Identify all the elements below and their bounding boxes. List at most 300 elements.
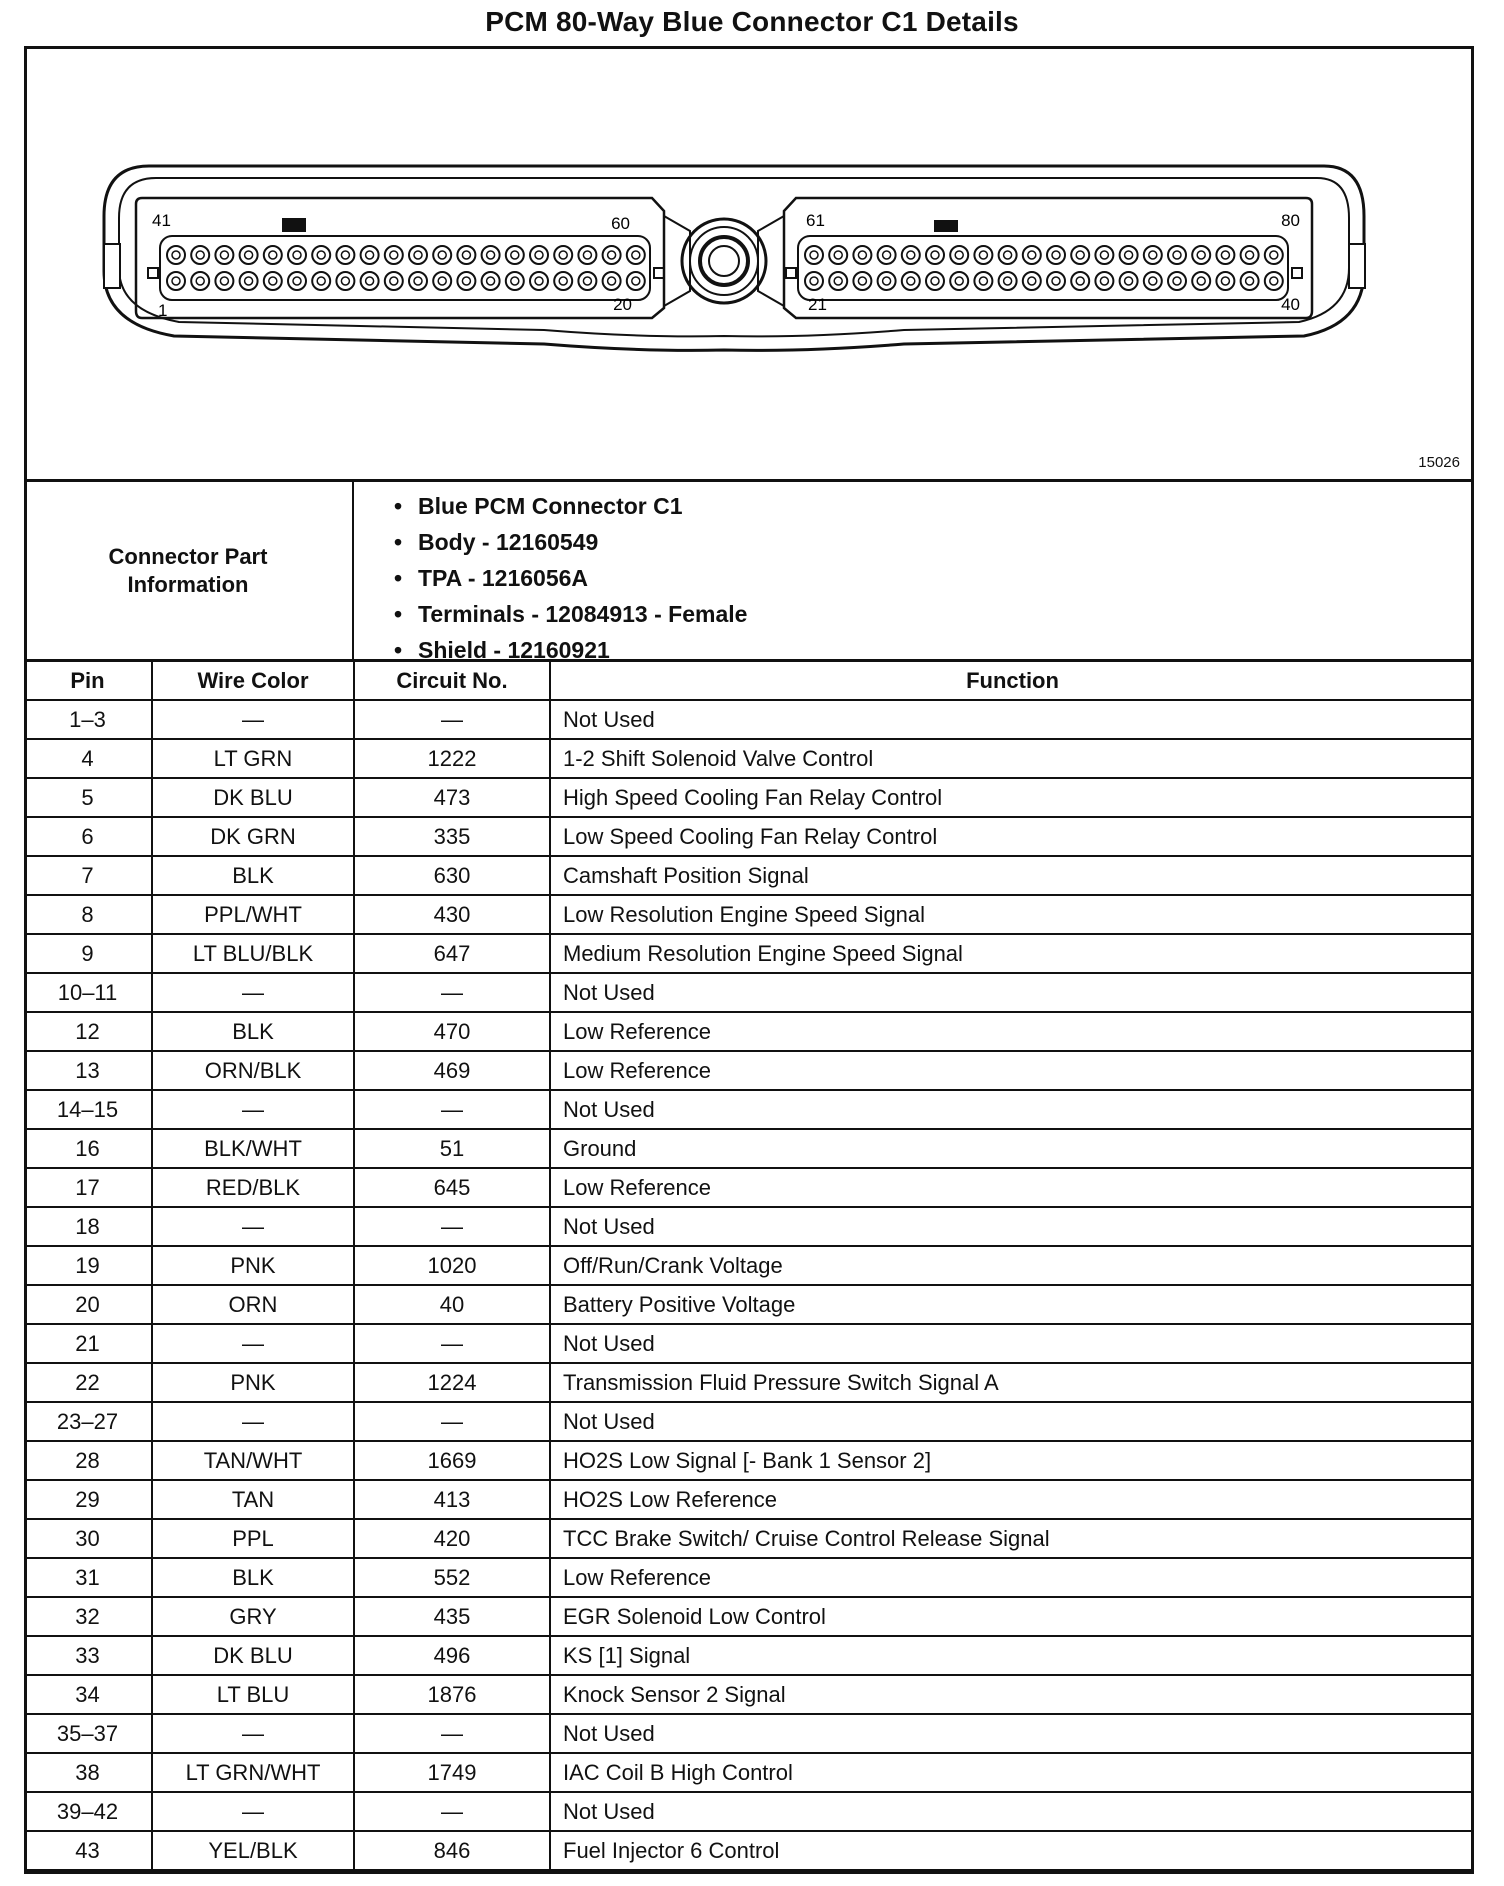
pin-cavity xyxy=(167,272,185,290)
cell-function: Not Used xyxy=(550,1792,1474,1831)
cell-circuit-no: 470 xyxy=(354,1012,550,1051)
cell-pin: 8 xyxy=(24,895,152,934)
pin-cavity xyxy=(1071,272,1089,290)
pin-cavity-inner xyxy=(1270,251,1278,259)
pin-cavity-inner xyxy=(1052,251,1060,259)
cell-pin: 4 xyxy=(24,739,152,778)
cell-pin: 43 xyxy=(24,1831,152,1870)
table-row xyxy=(24,1363,1474,1402)
pin-cavity xyxy=(853,246,871,264)
pin-cavity-inner xyxy=(196,277,204,285)
pin-cavity-inner xyxy=(1173,277,1181,285)
pin-cavity xyxy=(1023,246,1041,264)
pin-cavity xyxy=(926,272,944,290)
pin-cavity-inner xyxy=(172,277,180,285)
header-pin: Pin xyxy=(24,662,152,700)
cell-pin: 17 xyxy=(24,1168,152,1207)
pin-cavity-inner xyxy=(559,251,567,259)
pin-table xyxy=(24,662,1474,1871)
info-item: • Body - 12160549 xyxy=(394,529,599,555)
pin-cavity-inner xyxy=(1197,277,1205,285)
cell-circuit-no: — xyxy=(354,1402,550,1441)
cell-circuit-no: 413 xyxy=(354,1480,550,1519)
cell-wire-color: DK BLU xyxy=(152,778,354,817)
cell-wire-color: BLK xyxy=(152,1558,354,1597)
cell-function: HO2S Low Reference xyxy=(550,1480,1474,1519)
cell-function: Battery Positive Voltage xyxy=(550,1285,1474,1324)
cell-wire-color: BLK xyxy=(152,1012,354,1051)
pin-cavity-inner xyxy=(390,251,398,259)
cell-circuit-no: 552 xyxy=(354,1558,550,1597)
cell-function: Not Used xyxy=(550,1207,1474,1246)
cell-wire-color: — xyxy=(152,1324,354,1363)
connector-info-label: Connector Part Information xyxy=(24,482,354,659)
table-row xyxy=(24,1051,1474,1090)
pin-cavity-inner xyxy=(810,277,818,285)
pin-cavity xyxy=(1168,246,1186,264)
cell-wire-color: — xyxy=(152,1207,354,1246)
pin-cavity-inner xyxy=(979,251,987,259)
cell-circuit-no: 496 xyxy=(354,1636,550,1675)
pin-cavity-inner xyxy=(632,277,640,285)
cell-function: Not Used xyxy=(550,1714,1474,1753)
pin-cavity-inner xyxy=(438,251,446,259)
cell-pin: 21 xyxy=(24,1324,152,1363)
table-row xyxy=(24,1090,1474,1129)
cell-circuit-no: — xyxy=(354,1324,550,1363)
cell-wire-color: LT BLU xyxy=(152,1675,354,1714)
connector-drawing xyxy=(24,46,1474,482)
table-row xyxy=(24,1597,1474,1636)
pin-cavity-inner xyxy=(245,251,253,259)
figure-number: 15026 xyxy=(1418,454,1460,471)
pin-cavity xyxy=(603,272,621,290)
pin-cavity xyxy=(1047,246,1065,264)
pin-cavity-inner xyxy=(1149,251,1157,259)
cell-circuit-no: — xyxy=(354,973,550,1012)
table-row xyxy=(24,1714,1474,1753)
pin-cavity-inner xyxy=(1221,251,1229,259)
table-row xyxy=(24,1246,1474,1285)
cell-function: Not Used xyxy=(550,700,1474,739)
cell-pin: 39–42 xyxy=(24,1792,152,1831)
pin-cavity-inner xyxy=(810,251,818,259)
pin-cavity-inner xyxy=(955,251,963,259)
table-row xyxy=(24,817,1474,856)
pin-cavity xyxy=(1168,272,1186,290)
pin-label-60: 60 xyxy=(611,214,630,233)
cell-function: Camshaft Position Signal xyxy=(550,856,1474,895)
pin-cavity-inner xyxy=(462,277,470,285)
pin-cavity xyxy=(950,272,968,290)
table-row xyxy=(24,1753,1474,1792)
pin-cavity-inner xyxy=(834,251,842,259)
pin-cavity-inner xyxy=(1100,251,1108,259)
pin-cavity-inner xyxy=(883,277,891,285)
cell-function: 1-2 Shift Solenoid Valve Control xyxy=(550,739,1474,778)
page-title: PCM 80-Way Blue Connector C1 Details xyxy=(485,6,1019,37)
pin-cavity xyxy=(1120,272,1138,290)
pin-cavity-inner xyxy=(834,277,842,285)
pin-cavity-inner xyxy=(979,277,987,285)
cell-function: Low Reference xyxy=(550,1051,1474,1090)
pin-cavity xyxy=(506,272,524,290)
pin-label-21: 21 xyxy=(808,295,827,314)
table-row xyxy=(24,1441,1474,1480)
pin-cavity xyxy=(829,246,847,264)
pin-cavity-inner xyxy=(317,277,325,285)
pin-cavity xyxy=(1265,246,1283,264)
cell-pin: 18 xyxy=(24,1207,152,1246)
pin-cavity-inner xyxy=(511,251,519,259)
pin-cavity xyxy=(974,272,992,290)
cell-pin: 32 xyxy=(24,1597,152,1636)
pin-cavity xyxy=(240,272,258,290)
cell-circuit-no: 645 xyxy=(354,1168,550,1207)
pin-cavity xyxy=(950,246,968,264)
pin-cavity xyxy=(926,246,944,264)
pin-cavity xyxy=(999,272,1017,290)
header-circuit-no: Circuit No. xyxy=(354,662,550,700)
pin-cavity xyxy=(878,246,896,264)
cell-pin: 22 xyxy=(24,1363,152,1402)
connector-part-info xyxy=(24,482,1474,662)
pin-cavity-inner xyxy=(1100,277,1108,285)
table-row xyxy=(24,1558,1474,1597)
cell-pin: 29 xyxy=(24,1480,152,1519)
info-item: • Blue PCM Connector C1 xyxy=(394,493,683,519)
pin-cavity xyxy=(578,272,596,290)
pin-cavity-inner xyxy=(1197,251,1205,259)
pin-cavity-inner xyxy=(1028,251,1036,259)
cell-pin: 23–27 xyxy=(24,1402,152,1441)
cell-wire-color: RED/BLK xyxy=(152,1168,354,1207)
cell-function: Low Reference xyxy=(550,1168,1474,1207)
pin-cavity-inner xyxy=(583,277,591,285)
table-row xyxy=(24,1636,1474,1675)
pin-cavity-inner xyxy=(907,251,915,259)
pin-cavity xyxy=(312,246,330,264)
pin-label-41: 41 xyxy=(152,211,171,230)
cell-wire-color: ORN xyxy=(152,1285,354,1324)
pin-cavity xyxy=(554,246,572,264)
pin-label-40: 40 xyxy=(1281,295,1300,314)
cell-circuit-no: 430 xyxy=(354,895,550,934)
pin-cavity xyxy=(627,272,645,290)
pin-cavity xyxy=(457,272,475,290)
cell-wire-color: BLK/WHT xyxy=(152,1129,354,1168)
pin-cavity xyxy=(1144,272,1162,290)
pin-cavity xyxy=(1216,246,1234,264)
cell-function: Knock Sensor 2 Signal xyxy=(550,1675,1474,1714)
pin-cavity xyxy=(312,272,330,290)
cell-circuit-no: — xyxy=(354,1207,550,1246)
cell-circuit-no: 630 xyxy=(354,856,550,895)
pin-cavity-inner xyxy=(632,251,640,259)
cell-circuit-no: 420 xyxy=(354,1519,550,1558)
pin-cavity-inner xyxy=(1052,277,1060,285)
pin-cavity-inner xyxy=(487,251,495,259)
pin-cavity-inner xyxy=(1004,277,1012,285)
cell-wire-color: ORN/BLK xyxy=(152,1051,354,1090)
pin-cavity xyxy=(361,246,379,264)
info-item: • TPA - 1216056A xyxy=(394,565,589,591)
pin-cavity-inner xyxy=(1028,277,1036,285)
pin-cavity xyxy=(530,246,548,264)
cell-wire-color: TAN xyxy=(152,1480,354,1519)
cell-function: IAC Coil B High Control xyxy=(550,1753,1474,1792)
table-row xyxy=(24,778,1474,817)
pin-cavity xyxy=(433,246,451,264)
cell-wire-color: — xyxy=(152,1090,354,1129)
cell-function: Low Resolution Engine Speed Signal xyxy=(550,895,1474,934)
cell-wire-color: LT BLU/BLK xyxy=(152,934,354,973)
table-row xyxy=(24,895,1474,934)
table-row xyxy=(24,1519,1474,1558)
cell-wire-color: PPL xyxy=(152,1519,354,1558)
pin-table-body xyxy=(24,700,1474,1870)
pin-cavity xyxy=(1265,272,1283,290)
cell-pin: 34 xyxy=(24,1675,152,1714)
cell-pin: 20 xyxy=(24,1285,152,1324)
pin-cavity-inner xyxy=(883,251,891,259)
pin-cavity-inner xyxy=(858,251,866,259)
cell-circuit-no: 1669 xyxy=(354,1441,550,1480)
pin-cavity-inner xyxy=(1125,277,1133,285)
pin-cavity-inner xyxy=(1076,251,1084,259)
pin-cavity xyxy=(902,272,920,290)
cell-function: KS [1] Signal xyxy=(550,1636,1474,1675)
pin-cavity-inner xyxy=(1173,251,1181,259)
pin-cavity xyxy=(1241,272,1259,290)
pin-label-61: 61 xyxy=(806,211,825,230)
pin-cavity xyxy=(1095,272,1113,290)
table-row xyxy=(24,856,1474,895)
cell-circuit-no: 435 xyxy=(354,1597,550,1636)
cell-circuit-no: — xyxy=(354,1792,550,1831)
cell-wire-color: TAN/WHT xyxy=(152,1441,354,1480)
cell-circuit-no: 846 xyxy=(354,1831,550,1870)
cell-wire-color: GRY xyxy=(152,1597,354,1636)
pin-cavity xyxy=(1216,272,1234,290)
pin-cavity-inner xyxy=(414,277,422,285)
pin-cavity-inner xyxy=(341,251,349,259)
table-row xyxy=(24,739,1474,778)
cell-function: Transmission Fluid Pressure Switch Signal A xyxy=(550,1363,1474,1402)
info-item: • Terminals - 12084913 - Female xyxy=(394,601,748,627)
table-row xyxy=(24,1207,1474,1246)
pin-label-1: 1 xyxy=(158,301,168,320)
table-row xyxy=(24,973,1474,1012)
pin-cavity-inner xyxy=(583,251,591,259)
cell-wire-color: — xyxy=(152,1792,354,1831)
pin-cavity-inner xyxy=(366,251,374,259)
pin-cavity xyxy=(554,272,572,290)
cell-function: TCC Brake Switch/ Cruise Control Release Signal xyxy=(550,1519,1474,1558)
pin-cavity xyxy=(385,246,403,264)
pin-cavity-inner xyxy=(1004,251,1012,259)
pin-cavity-inner xyxy=(535,251,543,259)
pin-cavity xyxy=(1241,246,1259,264)
connector-info-list xyxy=(394,488,747,668)
pin-cavity-inner xyxy=(1270,277,1278,285)
pin-cavity-inner xyxy=(1246,251,1254,259)
pin-cavity xyxy=(240,246,258,264)
cell-function: Not Used xyxy=(550,1324,1474,1363)
pin-cavity-inner xyxy=(535,277,543,285)
cell-pin: 12 xyxy=(24,1012,152,1051)
pin-cavity-inner xyxy=(220,251,228,259)
cell-function: High Speed Cooling Fan Relay Control xyxy=(550,778,1474,817)
cell-pin: 13 xyxy=(24,1051,152,1090)
pin-cavity xyxy=(902,246,920,264)
pin-cavity xyxy=(578,246,596,264)
cell-wire-color: BLK xyxy=(152,856,354,895)
pin-cavity xyxy=(336,246,354,264)
cell-function: Medium Resolution Engine Speed Signal xyxy=(550,934,1474,973)
table-header-row xyxy=(24,662,1474,700)
pin-cavity xyxy=(409,272,427,290)
cell-function: Not Used xyxy=(550,1090,1474,1129)
pin-cavity xyxy=(853,272,871,290)
pin-cavity xyxy=(385,272,403,290)
pin-cavity xyxy=(409,246,427,264)
cell-pin: 1–3 xyxy=(24,700,152,739)
cell-function: Ground xyxy=(550,1129,1474,1168)
cell-function: Not Used xyxy=(550,973,1474,1012)
table-row xyxy=(24,1129,1474,1168)
cell-wire-color: PPL/WHT xyxy=(152,895,354,934)
pin-cavity-inner xyxy=(559,277,567,285)
cell-pin: 30 xyxy=(24,1519,152,1558)
pin-cavity xyxy=(829,272,847,290)
cell-pin: 33 xyxy=(24,1636,152,1675)
pin-label-80: 80 xyxy=(1281,211,1300,230)
pin-cavity xyxy=(878,272,896,290)
pin-cavity xyxy=(288,246,306,264)
cell-wire-color: — xyxy=(152,973,354,1012)
pin-cavity xyxy=(1023,272,1041,290)
pin-cavity xyxy=(530,272,548,290)
cell-pin: 16 xyxy=(24,1129,152,1168)
pin-cavity-inner xyxy=(955,277,963,285)
cell-pin: 14–15 xyxy=(24,1090,152,1129)
pin-cavity xyxy=(1095,246,1113,264)
table-row xyxy=(24,1324,1474,1363)
pin-cavity-inner xyxy=(931,251,939,259)
cell-function: Low Reference xyxy=(550,1012,1474,1051)
pin-cavity xyxy=(1120,246,1138,264)
pin-cavity-inner xyxy=(511,277,519,285)
pin-cavity-inner xyxy=(245,277,253,285)
cell-wire-color: YEL/BLK xyxy=(152,1831,354,1870)
table-row xyxy=(24,1285,1474,1324)
connector-diagram xyxy=(24,46,1474,482)
pin-cavity-inner xyxy=(293,277,301,285)
cell-circuit-no: 1876 xyxy=(354,1675,550,1714)
cell-function: EGR Solenoid Low Control xyxy=(550,1597,1474,1636)
cell-wire-color: DK GRN xyxy=(152,817,354,856)
pin-cavity xyxy=(506,246,524,264)
pin-cavity xyxy=(288,272,306,290)
right-pin-cavities xyxy=(805,246,1283,290)
pin-cavity xyxy=(1144,246,1162,264)
pin-cavity-inner xyxy=(1246,277,1254,285)
cell-circuit-no: — xyxy=(354,1714,550,1753)
pin-cavity xyxy=(805,246,823,264)
cell-pin: 10–11 xyxy=(24,973,152,1012)
pin-cavity-inner xyxy=(390,277,398,285)
cell-pin: 35–37 xyxy=(24,1714,152,1753)
cell-circuit-no: 1749 xyxy=(354,1753,550,1792)
pin-cavity-inner xyxy=(608,277,616,285)
pin-cavity xyxy=(805,272,823,290)
cell-circuit-no: 647 xyxy=(354,934,550,973)
left-pin-cavities xyxy=(167,246,645,290)
pin-cavity-inner xyxy=(1221,277,1229,285)
cell-circuit-no: 51 xyxy=(354,1129,550,1168)
pin-cavity-inner xyxy=(341,277,349,285)
pin-cavity xyxy=(1192,246,1210,264)
table-row xyxy=(24,1402,1474,1441)
pin-cavity-inner xyxy=(269,277,277,285)
cell-circuit-no: 335 xyxy=(354,817,550,856)
cell-function: Low Reference xyxy=(550,1558,1474,1597)
cell-circuit-no: — xyxy=(354,700,550,739)
pin-cavity xyxy=(999,246,1017,264)
pin-cavity-inner xyxy=(487,277,495,285)
pin-cavity-inner xyxy=(269,251,277,259)
cell-pin: 31 xyxy=(24,1558,152,1597)
pin-cavity xyxy=(974,246,992,264)
pin-cavity xyxy=(167,246,185,264)
pin-cavity-inner xyxy=(293,251,301,259)
pin-cavity-inner xyxy=(220,277,228,285)
cell-wire-color: PNK xyxy=(152,1363,354,1402)
pin-cavity-inner xyxy=(438,277,446,285)
table-row xyxy=(24,1480,1474,1519)
cell-wire-color: DK BLU xyxy=(152,1636,354,1675)
cell-function: Not Used xyxy=(550,1402,1474,1441)
pin-cavity xyxy=(336,272,354,290)
info-item: • Shield - 12160921 xyxy=(394,637,610,663)
table-row xyxy=(24,700,1474,739)
cell-wire-color: — xyxy=(152,700,354,739)
pin-cavity xyxy=(627,246,645,264)
cell-circuit-no: 1224 xyxy=(354,1363,550,1402)
cell-function: Low Speed Cooling Fan Relay Control xyxy=(550,817,1474,856)
cell-function: HO2S Low Signal [- Bank 1 Sensor 2] xyxy=(550,1441,1474,1480)
cell-circuit-no: 1020 xyxy=(354,1246,550,1285)
pin-cavity-inner xyxy=(366,277,374,285)
header-function: Function xyxy=(550,662,1474,700)
table-row xyxy=(24,1675,1474,1714)
pin-cavity xyxy=(264,246,282,264)
pin-cavity-inner xyxy=(1125,251,1133,259)
cell-wire-color: — xyxy=(152,1714,354,1753)
pin-cavity-inner xyxy=(608,251,616,259)
pin-cavity xyxy=(191,272,209,290)
cell-pin: 6 xyxy=(24,817,152,856)
cell-wire-color: LT GRN/WHT xyxy=(152,1753,354,1792)
table-row xyxy=(24,1831,1474,1870)
cell-function: Off/Run/Crank Voltage xyxy=(550,1246,1474,1285)
pin-label-20: 20 xyxy=(613,295,632,314)
table-row xyxy=(24,1012,1474,1051)
pin-cavity-inner xyxy=(196,251,204,259)
header-wire-color: Wire Color xyxy=(152,662,354,700)
pin-cavity-inner xyxy=(317,251,325,259)
